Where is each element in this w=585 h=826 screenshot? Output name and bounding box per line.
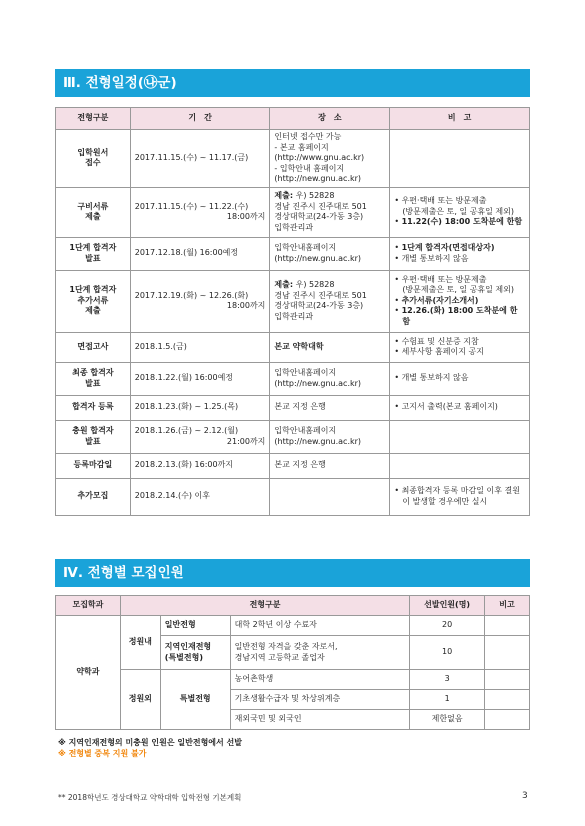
schedule-period — [130, 395, 270, 420]
schedule-period-text: 2018.1.5.(금) — [134, 341, 187, 351]
quota-outside: 정원외 — [120, 670, 160, 730]
quota-note-cell — [485, 690, 530, 710]
schedule-period-text: 2018.1.26.(금) ~ 2.12.(월) — [134, 426, 239, 435]
section3-title: Ⅲ. 전형일정(㉯군) — [55, 69, 530, 97]
schedule-row — [56, 395, 530, 420]
schedule-note — [390, 420, 530, 453]
schedule-place: 인터넷 접수만 가능 - 본교 홈페이지(http://www.gnu.ac.kr) - 입학안내 홈페이지(http://new.gnu.ac.kr) — [270, 130, 390, 188]
quota-type-special: 특별전형 — [160, 670, 230, 730]
schedule-place: 본교 지정 은행 — [270, 453, 390, 478]
schedule-note: • 고지서 출력(본교 홈페이지) — [390, 395, 530, 420]
quota-count: 제한없음 — [410, 710, 485, 730]
quota-count: 20 — [410, 616, 485, 636]
quota-desc: 농어촌학생 — [230, 670, 410, 690]
schedule-note: • 최종합격자 등록 마감일 이후 결원이 발생할 경우에만 실시 — [390, 478, 530, 515]
schedule-category: 1단계 합격자 추가서류 제출 — [56, 270, 131, 332]
schedule-row — [56, 187, 530, 237]
quota-count: 1 — [410, 690, 485, 710]
schedule-place: 제출: 우) 52828 경남 진주시 진주대로 501 경상대학교(24-가동 3층) 입학관리과 — [270, 187, 390, 237]
schedule-category: 합격자 등록 — [56, 395, 131, 420]
schedule-note: • 수험표 및 신분증 지참 • 세부사항 홈페이지 공지 — [390, 332, 530, 362]
quota-header-note: 비고 — [485, 596, 530, 616]
schedule-period — [130, 453, 270, 478]
schedule-period-time: 21:00까지 — [226, 436, 266, 446]
schedule-category: 최종 합격자 발표 — [56, 362, 131, 395]
quota-desc: 기초생활수급자 및 차상위계층 — [230, 690, 410, 710]
schedule-row — [56, 270, 530, 332]
quota-dept: 약학과 — [56, 616, 121, 730]
schedule-category: 등록마감일 — [56, 453, 131, 478]
schedule-category: 충원 합격자 발표 — [56, 420, 131, 453]
schedule-period-text: 2018.1.23.(화) ~ 1.25.(목) — [134, 402, 239, 412]
schedule-place: 제출: 우) 52828 경남 진주시 진주대로 501 경상대학교(24-가동 3층) 입학관리과 — [270, 270, 390, 332]
quota-header-dept: 모집학과 — [56, 596, 121, 616]
schedule-period — [130, 362, 270, 395]
schedule-period-text: 2017.12.18.(월) 16:00예정 — [134, 248, 239, 258]
schedule-row — [56, 362, 530, 395]
schedule-place — [270, 478, 390, 515]
schedule-period-text: 2018.2.13.(화) 16:00까지 — [134, 460, 234, 470]
quota-type-regional: 지역인재전형 (특별전형) — [160, 636, 230, 670]
note-regional: ※ 지역인재전형의 미충원 인원은 일반전형에서 선발 — [58, 738, 242, 747]
schedule-category: 입학원서 접수 — [56, 130, 131, 188]
schedule-place: 입학안내홈페이지 (http://new.gnu.ac.kr) — [270, 237, 390, 270]
schedule-period-text: 2017.12.19.(화) ~ 12.26.(화) — [134, 290, 249, 300]
header-category: 전형구분 — [56, 108, 131, 130]
note-duplicate: ※ 전형별 중복 지원 불가 — [58, 749, 147, 758]
quota-inside: 정원내 — [120, 616, 160, 670]
schedule-row — [56, 478, 530, 515]
schedule-period-text: 2018.2.14.(수) 이후 — [134, 491, 210, 501]
quota-table — [55, 595, 530, 730]
schedule-note: • 우편·택배 또는 방문제출 (방문제출은 토, 일 공휴일 제외) • 추가서류(자기소개서) • 12.26.(화) 18:00 도착분에 한함 — [390, 270, 530, 332]
schedule-row — [56, 332, 530, 362]
quota-note-cell — [485, 670, 530, 690]
schedule-place: 입학안내홈페이지 (http://new.gnu.ac.kr) — [270, 362, 390, 395]
quota-desc: 재외국민 및 외국인 — [230, 710, 410, 730]
quota-header-type: 전형구분 — [120, 596, 409, 616]
schedule-note: • 우편·택배 또는 방문제출 (방문제출은 토, 일 공휴일 제외) • 11.22(수) 18:00 도착분에 한함 — [390, 187, 530, 237]
schedule-row — [56, 420, 530, 453]
schedule-category: 1단계 합격자 발표 — [56, 237, 131, 270]
quota-header-count: 선발인원(명) — [410, 596, 485, 616]
schedule-place: 본교 약학대학 — [270, 332, 390, 362]
schedule-period-text: 2018.1.22.(월) 16:00예정 — [134, 373, 234, 383]
quota-desc: 대학 2학년 이상 수료자 — [230, 616, 410, 636]
schedule-category: 추가모집 — [56, 478, 131, 515]
schedule-category: 면접고사 — [56, 332, 131, 362]
schedule-period — [130, 478, 270, 515]
page-footer: ** 2018학년도 경상대학교 약학대학 입학전형 기본계획 — [58, 793, 242, 802]
schedule-period — [130, 187, 270, 237]
quota-count: 10 — [410, 636, 485, 670]
schedule-note — [390, 130, 530, 188]
schedule-note — [390, 453, 530, 478]
header-place: 장 소 — [270, 108, 390, 130]
page-number: 3 — [522, 791, 528, 801]
schedule-table — [55, 107, 530, 516]
schedule-note: • 개별 통보하지 않음 — [390, 362, 530, 395]
schedule-period — [130, 332, 270, 362]
quota-note-cell — [485, 616, 530, 636]
quota-count: 3 — [410, 670, 485, 690]
schedule-period — [130, 130, 270, 188]
schedule-row — [56, 130, 530, 188]
quota-desc: 일반전형 자격을 갖춘 자로서, 경남지역 고등학교 졸업자 — [230, 636, 410, 670]
schedule-period-time: 18:00까지 — [226, 301, 266, 310]
schedule-note: • 1단계 합격자(면접대상자) • 개별 통보하지 않음 — [390, 237, 530, 270]
schedule-period-text: 2017.11.15.(수) ~ 11.22.(수) — [134, 201, 249, 211]
quota-type-general: 일반전형 — [160, 616, 230, 636]
schedule-period — [130, 270, 270, 332]
schedule-period — [130, 420, 270, 453]
schedule-place: 본교 지정 은행 — [270, 395, 390, 420]
header-period: 기 간 — [130, 108, 270, 130]
section4-title: Ⅳ. 전형별 모집인원 — [55, 559, 530, 587]
quota-note-cell — [485, 710, 530, 730]
header-note: 비 고 — [390, 108, 530, 130]
schedule-row — [56, 237, 530, 270]
quota-note-cell — [485, 636, 530, 670]
schedule-row — [56, 453, 530, 478]
schedule-category: 구비서류 제출 — [56, 187, 131, 237]
schedule-period-text: 2017.11.15.(수) ~ 11.17.(금) — [134, 153, 249, 162]
schedule-place: 입학안내홈페이지 (http://new.gnu.ac.kr) — [270, 420, 390, 453]
schedule-period — [130, 237, 270, 270]
schedule-period-time: 18:00까지 — [226, 212, 266, 221]
